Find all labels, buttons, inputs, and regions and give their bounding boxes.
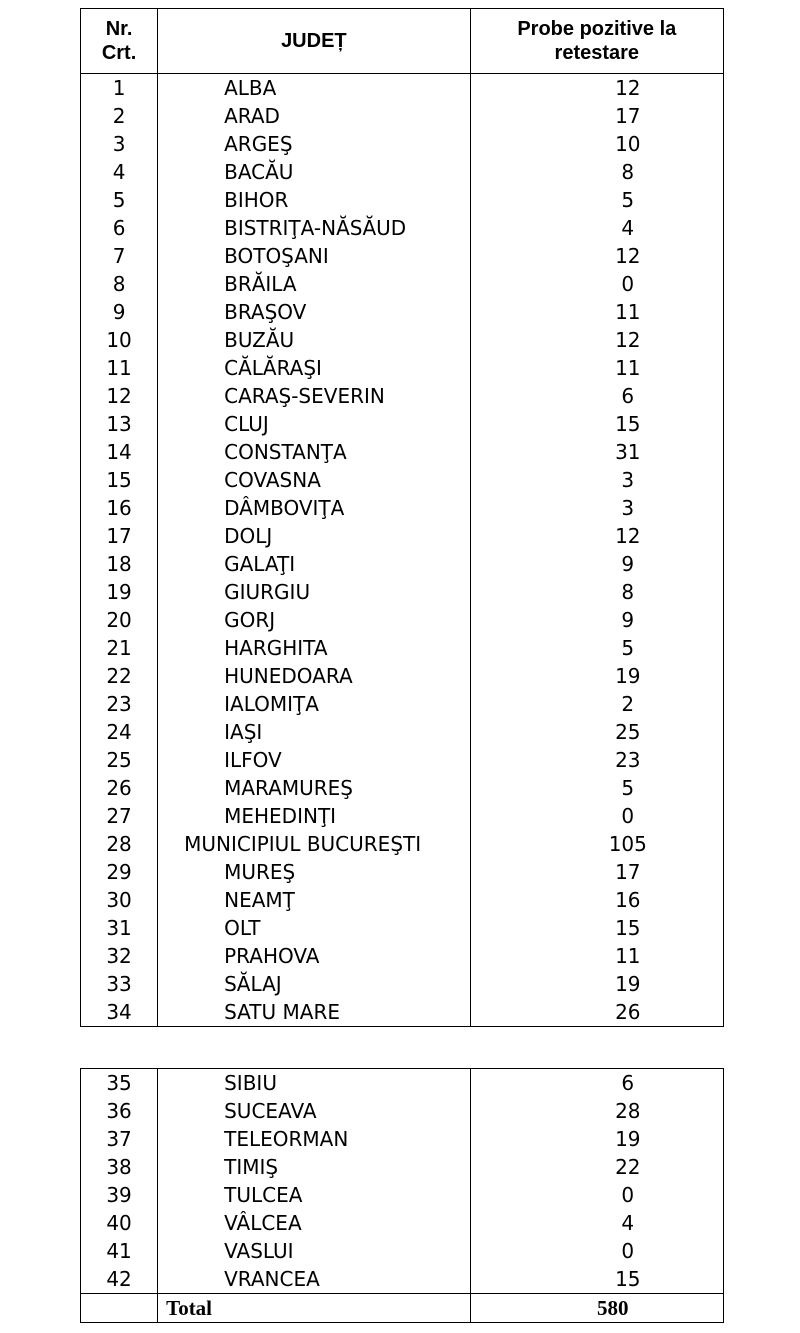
row-value: 5	[470, 634, 723, 662]
row-judet: GORJ	[158, 606, 470, 634]
row-number: 16	[81, 494, 158, 522]
row-value: 15	[470, 914, 723, 942]
row-judet: OLT	[158, 914, 470, 942]
row-value: 5	[470, 186, 723, 214]
row-number: 28	[81, 830, 158, 858]
row-value: 0	[470, 1181, 723, 1209]
table-row	[81, 410, 724, 438]
row-number: 4	[81, 158, 158, 186]
row-number: 42	[81, 1265, 158, 1294]
row-number: 12	[81, 382, 158, 410]
row-number: 17	[81, 522, 158, 550]
row-value: 6	[470, 382, 723, 410]
row-judet: CONSTANŢA	[158, 438, 470, 466]
row-number: 29	[81, 858, 158, 886]
row-judet: BACĂU	[158, 158, 470, 186]
row-value: 11	[470, 354, 723, 382]
row-number: 9	[81, 298, 158, 326]
row-judet: BOTOŞANI	[158, 242, 470, 270]
row-value: 2	[470, 690, 723, 718]
row-judet: SUCEAVA	[158, 1097, 470, 1125]
table-row	[81, 1069, 724, 1098]
row-judet: COVASNA	[158, 466, 470, 494]
row-value: 12	[470, 242, 723, 270]
table-row	[81, 830, 724, 858]
table-body-part2	[81, 1069, 724, 1294]
header-nr-line1: Nr.	[105, 18, 133, 40]
row-number: 27	[81, 802, 158, 830]
row-judet: VASLUI	[158, 1237, 470, 1265]
row-judet: VÂLCEA	[158, 1209, 470, 1237]
row-number: 11	[81, 354, 158, 382]
row-value: 19	[470, 970, 723, 998]
row-value: 0	[470, 1237, 723, 1265]
row-value: 26	[470, 998, 723, 1027]
table-row	[81, 1153, 724, 1181]
row-value: 23	[470, 746, 723, 774]
table-row	[81, 774, 724, 802]
table-row	[81, 578, 724, 606]
row-judet: BISTRIŢA-NĂSĂUD	[158, 214, 470, 242]
table-row	[81, 662, 724, 690]
header-probe-line2: retestare	[554, 42, 640, 64]
row-number: 14	[81, 438, 158, 466]
row-judet: ARGEŞ	[158, 130, 470, 158]
row-value: 9	[470, 550, 723, 578]
row-number: 13	[81, 410, 158, 438]
row-value: 8	[470, 158, 723, 186]
row-judet: CLUJ	[158, 410, 470, 438]
table-row	[81, 522, 724, 550]
total-nr-cell	[81, 1294, 158, 1323]
table-row	[81, 270, 724, 298]
row-value: 0	[470, 270, 723, 298]
row-value: 15	[470, 410, 723, 438]
row-judet: SIBIU	[158, 1069, 470, 1098]
row-value: 22	[470, 1153, 723, 1181]
table-row	[81, 214, 724, 242]
row-judet: TIMIŞ	[158, 1153, 470, 1181]
row-number: 31	[81, 914, 158, 942]
row-value: 11	[470, 298, 723, 326]
row-number: 21	[81, 634, 158, 662]
row-value: 0	[470, 802, 723, 830]
table-row	[81, 998, 724, 1027]
row-value: 8	[470, 578, 723, 606]
row-value: 3	[470, 494, 723, 522]
results-table-part2	[80, 1068, 724, 1323]
row-number: 19	[81, 578, 158, 606]
row-value: 28	[470, 1097, 723, 1125]
row-judet: ILFOV	[158, 746, 470, 774]
row-value: 25	[470, 718, 723, 746]
total-value: 580	[470, 1294, 723, 1323]
table-header-row	[81, 9, 724, 74]
row-judet: IAŞI	[158, 718, 470, 746]
row-value: 105	[470, 830, 723, 858]
row-value: 10	[470, 130, 723, 158]
row-judet: BRAŞOV	[158, 298, 470, 326]
row-judet: PRAHOVA	[158, 942, 470, 970]
table-row	[81, 1097, 724, 1125]
table-row	[81, 1209, 724, 1237]
table-row	[81, 74, 724, 103]
table-row	[81, 1265, 724, 1294]
row-number: 41	[81, 1237, 158, 1265]
row-judet: MEHEDINŢI	[158, 802, 470, 830]
table-row	[81, 718, 724, 746]
row-judet: BRĂILA	[158, 270, 470, 298]
table-row	[81, 130, 724, 158]
row-value: 12	[470, 522, 723, 550]
table-row	[81, 802, 724, 830]
row-value: 4	[470, 1209, 723, 1237]
row-number: 30	[81, 886, 158, 914]
row-judet: VRANCEA	[158, 1265, 470, 1294]
row-value: 19	[470, 662, 723, 690]
table-row	[81, 298, 724, 326]
row-judet: HARGHITA	[158, 634, 470, 662]
table-row	[81, 942, 724, 970]
row-number: 20	[81, 606, 158, 634]
row-value: 11	[470, 942, 723, 970]
row-value: 12	[470, 326, 723, 354]
table-row	[81, 550, 724, 578]
row-number: 33	[81, 970, 158, 998]
results-table-part1	[80, 8, 724, 1027]
row-judet: IALOMIŢA	[158, 690, 470, 718]
row-number: 6	[81, 214, 158, 242]
table-row	[81, 886, 724, 914]
table-row	[81, 438, 724, 466]
row-judet: CĂLĂRAŞI	[158, 354, 470, 382]
row-number: 3	[81, 130, 158, 158]
table-row	[81, 494, 724, 522]
table-row	[81, 746, 724, 774]
row-value: 9	[470, 606, 723, 634]
table-row	[81, 690, 724, 718]
table-row	[81, 382, 724, 410]
table-row	[81, 914, 724, 942]
row-judet: CARAŞ-SEVERIN	[158, 382, 470, 410]
row-number: 18	[81, 550, 158, 578]
table-row	[81, 970, 724, 998]
table-body-part1	[81, 74, 724, 1027]
row-judet: BUZĂU	[158, 326, 470, 354]
row-number: 23	[81, 690, 158, 718]
table-row	[81, 606, 724, 634]
row-number: 39	[81, 1181, 158, 1209]
row-judet: TULCEA	[158, 1181, 470, 1209]
row-number: 2	[81, 102, 158, 130]
row-number: 36	[81, 1097, 158, 1125]
table-row	[81, 858, 724, 886]
row-judet: DÂMBOVIŢA	[158, 494, 470, 522]
header-nr-line2: Crt.	[101, 42, 137, 64]
row-number: 38	[81, 1153, 158, 1181]
row-number: 37	[81, 1125, 158, 1153]
row-judet: NEAMŢ	[158, 886, 470, 914]
header-judet: JUDEȚ	[158, 9, 470, 74]
row-number: 15	[81, 466, 158, 494]
row-number: 24	[81, 718, 158, 746]
table-row	[81, 1125, 724, 1153]
row-number: 35	[81, 1069, 158, 1098]
row-value: 31	[470, 438, 723, 466]
table-row	[81, 242, 724, 270]
row-value: 16	[470, 886, 723, 914]
row-number: 22	[81, 662, 158, 690]
header-probe-pozitive	[470, 9, 723, 74]
table-row	[81, 1181, 724, 1209]
row-value: 17	[470, 858, 723, 886]
row-judet: MUREŞ	[158, 858, 470, 886]
row-value: 3	[470, 466, 723, 494]
table-row	[81, 186, 724, 214]
row-judet: GALAŢI	[158, 550, 470, 578]
row-judet: SĂLAJ	[158, 970, 470, 998]
table-row	[81, 466, 724, 494]
table-row	[81, 634, 724, 662]
row-judet: TELEORMAN	[158, 1125, 470, 1153]
total-row	[81, 1294, 724, 1323]
row-value: 17	[470, 102, 723, 130]
row-number: 34	[81, 998, 158, 1027]
table-row	[81, 102, 724, 130]
row-number: 25	[81, 746, 158, 774]
row-number: 5	[81, 186, 158, 214]
row-judet: GIURGIU	[158, 578, 470, 606]
row-judet: ARAD	[158, 102, 470, 130]
row-value: 15	[470, 1265, 723, 1294]
row-number: 10	[81, 326, 158, 354]
row-judet: ALBA	[158, 74, 470, 103]
row-judet: MUNICIPIUL BUCUREŞTI	[158, 830, 470, 858]
row-value: 6	[470, 1069, 723, 1098]
row-judet: DOLJ	[158, 522, 470, 550]
table-row	[81, 1237, 724, 1265]
row-number: 8	[81, 270, 158, 298]
row-judet: SATU MARE	[158, 998, 470, 1027]
row-value: 19	[470, 1125, 723, 1153]
table-row	[81, 158, 724, 186]
row-number: 40	[81, 1209, 158, 1237]
row-judet: BIHOR	[158, 186, 470, 214]
row-number: 32	[81, 942, 158, 970]
table-row	[81, 326, 724, 354]
row-value: 5	[470, 774, 723, 802]
row-value: 12	[470, 74, 723, 103]
row-judet: HUNEDOARA	[158, 662, 470, 690]
header-nr-crt	[81, 9, 158, 74]
header-probe-line1: Probe pozitive la	[517, 18, 677, 40]
row-number: 7	[81, 242, 158, 270]
row-judet: MARAMUREŞ	[158, 774, 470, 802]
total-label: Total	[158, 1294, 470, 1323]
row-number: 26	[81, 774, 158, 802]
table-row	[81, 354, 724, 382]
row-value: 4	[470, 214, 723, 242]
row-number: 1	[81, 74, 158, 103]
